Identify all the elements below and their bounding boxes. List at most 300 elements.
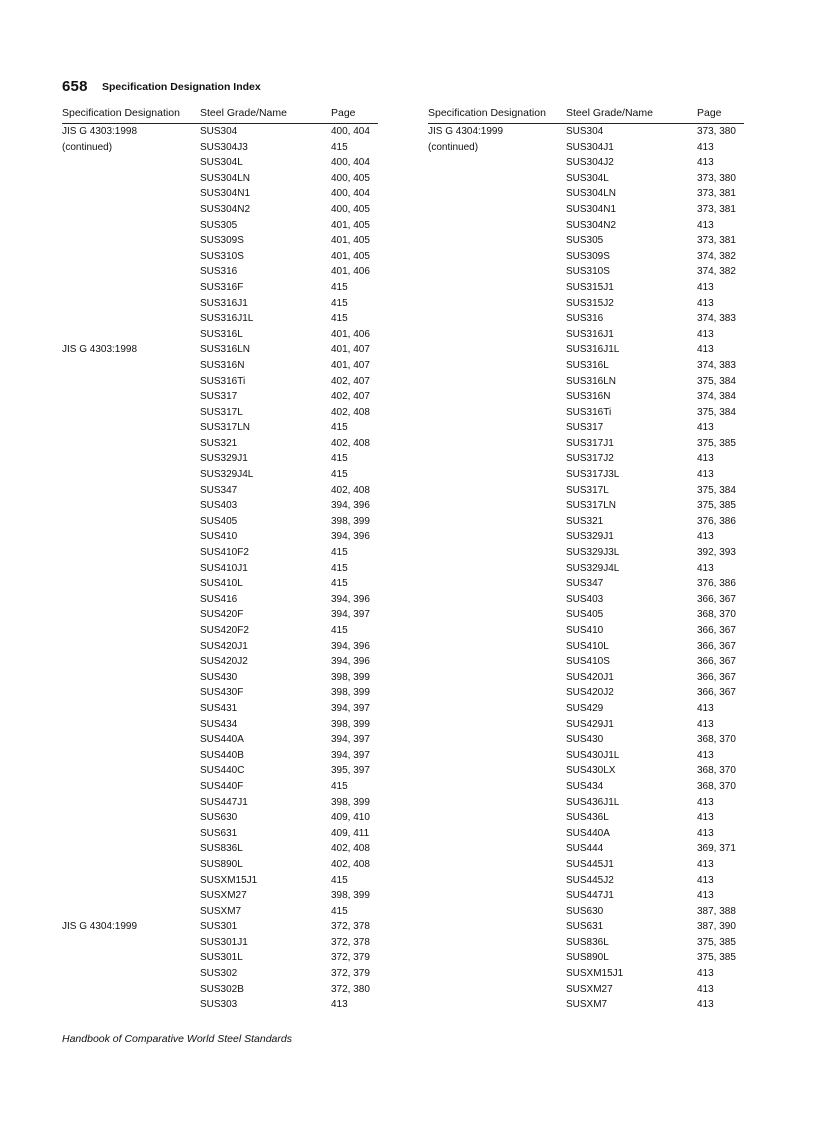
page-cell: 413	[331, 999, 348, 1011]
steel-grade-cell: SUS436L	[566, 812, 609, 824]
steel-grade-cell: SUS316N	[566, 391, 611, 403]
page-cell: 374, 383	[697, 359, 736, 371]
page-cell: 400, 405	[331, 172, 370, 184]
steel-grade-cell: SUS420J2	[200, 656, 248, 668]
steel-grade-cell: SUS316J1	[200, 297, 248, 309]
steel-grade-cell: SUS302	[200, 968, 238, 980]
steel-grade-cell: SUS316F	[200, 281, 244, 293]
table-row	[428, 202, 744, 218]
steel-grade-cell: SUS316LN	[566, 375, 617, 387]
steel-grade-cell: SUS317L	[566, 484, 609, 496]
table-row	[428, 997, 744, 1013]
page-cell: 409, 411	[331, 827, 370, 839]
table-row	[428, 218, 744, 234]
table-row	[428, 701, 744, 717]
page-cell: 401, 407	[331, 359, 370, 371]
steel-grade-cell: SUS301J1	[200, 936, 248, 948]
table-header	[428, 106, 744, 124]
steel-grade-cell: SUS310S	[200, 250, 244, 262]
steel-grade-cell: SUS836L	[566, 936, 609, 948]
spec-designation-cell: (continued)	[428, 141, 479, 153]
steel-grade-cell: SUSXM15J1	[200, 874, 258, 886]
page-cell: 413	[697, 157, 714, 169]
steel-grade-cell: SUS304N1	[566, 203, 617, 215]
steel-grade-cell: SUS410L	[566, 640, 609, 652]
table-row	[428, 311, 744, 327]
page-cell: 415	[331, 905, 348, 917]
page-cell: 374, 384	[697, 391, 736, 403]
steel-grade-cell: SUS405	[200, 515, 238, 527]
page-cell: 402, 408	[331, 858, 370, 870]
table-row	[62, 763, 378, 779]
page-cell: 413	[697, 219, 714, 231]
page-cell: 413	[697, 812, 714, 824]
table-row	[62, 732, 378, 748]
index-table-left	[62, 106, 378, 1013]
page-cell: 415	[331, 469, 348, 481]
page-cell: 413	[697, 281, 714, 293]
table-row	[62, 405, 378, 421]
page-cell: 394, 397	[331, 749, 370, 761]
table-row	[428, 451, 744, 467]
table-row	[428, 171, 744, 187]
table-row	[428, 514, 744, 530]
page-cell: 413	[697, 469, 714, 481]
page-cell: 401, 405	[331, 250, 370, 262]
table-row	[428, 685, 744, 701]
page-cell: 413	[697, 531, 714, 543]
page-cell: 387, 388	[697, 905, 736, 917]
table-row	[62, 483, 378, 499]
steel-grade-cell: SUS302B	[200, 983, 244, 995]
steel-grade-cell: SUS301L	[200, 952, 243, 964]
table-row	[62, 935, 378, 951]
page-cell: 415	[331, 141, 348, 153]
steel-grade-cell: SUS317LN	[566, 500, 617, 512]
page-cell: 398, 399	[331, 718, 370, 730]
page-cell: 413	[697, 858, 714, 870]
table-row	[428, 405, 744, 421]
table-row	[428, 654, 744, 670]
table-row	[62, 498, 378, 514]
page-cell: 369, 371	[697, 843, 736, 855]
table-row	[428, 717, 744, 733]
page-cell: 373, 381	[697, 235, 736, 247]
steel-grade-cell: SUS304N2	[200, 203, 251, 215]
page-cell: 415	[331, 281, 348, 293]
steel-grade-cell: SUS315J1	[566, 281, 614, 293]
page-cell: 375, 385	[697, 437, 736, 449]
table-row	[62, 467, 378, 483]
header-steel-grade: Steel Grade/Name	[566, 107, 653, 119]
steel-grade-cell: SUS410L	[200, 578, 243, 590]
steel-grade-cell: SUS430J1L	[566, 749, 620, 761]
page-cell: 373, 380	[697, 172, 736, 184]
header-page: Page	[331, 107, 356, 119]
steel-grade-cell: SUS630	[566, 905, 604, 917]
steel-grade-cell: SUS440A	[566, 827, 610, 839]
table-row	[62, 966, 378, 982]
steel-grade-cell: SUS316L	[200, 328, 243, 340]
page-cell: 372, 378	[331, 936, 370, 948]
page-cell: 413	[697, 890, 714, 902]
steel-grade-cell: SUSXM15J1	[566, 968, 624, 980]
table-row	[428, 841, 744, 857]
header-spec-designation: Specification Designation	[428, 107, 546, 119]
steel-grade-cell: SUS301	[200, 921, 238, 933]
table-body	[428, 124, 744, 1013]
table-row	[62, 857, 378, 873]
page-cell: 413	[697, 141, 714, 153]
steel-grade-cell: SUS317	[200, 391, 238, 403]
table-row	[62, 545, 378, 561]
table-row	[62, 140, 378, 156]
table-row	[62, 888, 378, 904]
table-row	[62, 950, 378, 966]
page-title: Specification Designation Index	[102, 81, 261, 93]
page-cell: 402, 408	[331, 437, 370, 449]
table-row	[62, 311, 378, 327]
page-cell: 413	[697, 749, 714, 761]
table-row	[62, 919, 378, 935]
page-cell: 394, 397	[331, 609, 370, 621]
page-cell: 394, 396	[331, 593, 370, 605]
table-row	[428, 826, 744, 842]
steel-grade-cell: SUS304	[566, 126, 604, 137]
steel-grade-cell: SUS836L	[200, 843, 243, 855]
table-row	[62, 607, 378, 623]
steel-grade-cell: SUS316	[566, 313, 604, 325]
page-cell: 366, 367	[697, 687, 736, 699]
steel-grade-cell: SUS430	[200, 671, 238, 683]
page-cell: 374, 383	[697, 313, 736, 325]
table-row	[428, 249, 744, 265]
page-cell: 398, 399	[331, 515, 370, 527]
steel-grade-cell: SUS304J1	[566, 141, 614, 153]
steel-grade-cell: SUS440F	[200, 780, 244, 792]
page-cell: 375, 384	[697, 484, 736, 496]
steel-grade-cell: SUS321	[200, 437, 238, 449]
page-cell: 402, 408	[331, 843, 370, 855]
table-row	[428, 904, 744, 920]
table-row	[62, 873, 378, 889]
steel-grade-cell: SUS447J1	[566, 890, 614, 902]
page-cell: 413	[697, 796, 714, 808]
page-cell: 415	[331, 562, 348, 574]
page-cell: 368, 370	[697, 734, 736, 746]
steel-grade-cell: SUS429	[566, 702, 604, 714]
table-row	[62, 342, 378, 358]
steel-grade-cell: SUSXM7	[200, 905, 242, 917]
page-cell: 375, 384	[697, 375, 736, 387]
table-row	[428, 124, 744, 140]
steel-grade-cell: SUS410S	[566, 656, 610, 668]
table-row	[62, 639, 378, 655]
steel-grade-cell: SUS440B	[200, 749, 244, 761]
table-row	[62, 420, 378, 436]
steel-grade-cell: SUS631	[200, 827, 238, 839]
spec-designation-cell: JIS G 4304:1999	[428, 126, 504, 137]
spec-designation-cell: (continued)	[62, 141, 113, 153]
steel-grade-cell: SUS430LX	[566, 765, 616, 777]
table-row	[428, 795, 744, 811]
steel-grade-cell: SUS317L	[200, 406, 243, 418]
table-row	[62, 810, 378, 826]
steel-grade-cell: SUS430F	[200, 687, 244, 699]
header-page: Page	[697, 107, 722, 119]
table-row	[428, 935, 744, 951]
page-cell: 376, 386	[697, 515, 736, 527]
steel-grade-cell: SUS420F2	[200, 625, 249, 636]
table-row	[62, 374, 378, 390]
page-cell: 398, 399	[331, 687, 370, 699]
table-row	[428, 607, 744, 623]
steel-grade-cell: SUS317J2	[566, 453, 614, 465]
table-body	[62, 124, 378, 1013]
steel-grade-cell: SUS316L	[566, 359, 609, 371]
page-cell: 402, 408	[331, 406, 370, 418]
page-cell: 415	[331, 453, 348, 465]
table-row	[428, 358, 744, 374]
table-row	[428, 576, 744, 592]
page-cell: 368, 370	[697, 765, 736, 777]
table-row	[428, 592, 744, 608]
page-cell: 415	[331, 547, 348, 559]
table-row	[62, 171, 378, 187]
page-cell: 372, 379	[331, 952, 370, 964]
steel-grade-cell: SUS304N2	[566, 219, 617, 231]
steel-grade-cell: SUS316N	[200, 359, 245, 371]
page-cell: 368, 370	[697, 780, 736, 792]
steel-grade-cell: SUS416	[200, 593, 238, 605]
steel-grade-cell: SUS329J3L	[566, 547, 620, 559]
page-cell: 415	[331, 297, 348, 309]
table-row	[428, 155, 744, 171]
page-cell: 372, 378	[331, 921, 370, 933]
table-row	[62, 670, 378, 686]
table-row	[428, 919, 744, 935]
steel-grade-cell: SUSXM27	[200, 890, 247, 902]
book-title-footer: Handbook of Comparative World Steel Standards	[62, 1033, 292, 1045]
page-cell: 400, 404	[331, 126, 370, 137]
page-cell: 398, 399	[331, 796, 370, 808]
page-cell: 394, 397	[331, 702, 370, 714]
table-row	[428, 810, 744, 826]
steel-grade-cell: SUS304L	[200, 157, 243, 169]
table-row	[62, 358, 378, 374]
page-cell: 387, 390	[697, 921, 736, 933]
steel-grade-cell: SUS303	[200, 999, 238, 1011]
steel-grade-cell: SUS445J2	[566, 874, 614, 886]
page-cell: 402, 407	[331, 375, 370, 387]
page-cell: 413	[697, 718, 714, 730]
steel-grade-cell: SUS304N1	[200, 188, 251, 200]
table-row	[62, 997, 378, 1013]
steel-grade-cell: SUS305	[566, 235, 604, 247]
page-cell: 372, 379	[331, 968, 370, 980]
table-row	[428, 639, 744, 655]
steel-grade-cell: SUS309S	[200, 235, 244, 247]
page-cell: 395, 397	[331, 765, 370, 777]
spec-designation-cell: JIS G 4303:1998	[62, 344, 138, 356]
steel-grade-cell: SUS317LN	[200, 422, 251, 434]
page-cell: 400, 405	[331, 203, 370, 215]
steel-grade-cell: SUS304LN	[566, 188, 617, 200]
table-row	[428, 857, 744, 873]
table-row	[62, 218, 378, 234]
table-row	[62, 685, 378, 701]
page-cell: 374, 382	[697, 266, 736, 278]
steel-grade-cell: SUS304J3	[200, 141, 248, 153]
page-cell: 415	[331, 874, 348, 886]
page-cell: 413	[697, 562, 714, 574]
table-row	[428, 327, 744, 343]
page-cell: 413	[697, 983, 714, 995]
page-cell: 413	[697, 968, 714, 980]
table-row	[62, 436, 378, 452]
page-cell: 366, 367	[697, 640, 736, 652]
table-row	[428, 342, 744, 358]
page-cell: 394, 397	[331, 734, 370, 746]
page-cell: 398, 399	[331, 890, 370, 902]
table-row	[428, 436, 744, 452]
steel-grade-cell: SUS321	[566, 515, 604, 527]
table-row	[428, 966, 744, 982]
page-cell: 375, 385	[697, 952, 736, 964]
table-row	[428, 467, 744, 483]
page-cell: 413	[697, 999, 714, 1011]
table-row	[428, 670, 744, 686]
table-row	[428, 623, 744, 639]
steel-grade-cell: SUS420J1	[566, 671, 614, 683]
page-cell: 402, 408	[331, 484, 370, 496]
page-cell: 375, 384	[697, 406, 736, 418]
steel-grade-cell: SUS434	[200, 718, 238, 730]
page-cell: 413	[697, 297, 714, 309]
steel-grade-cell: SUS317J1	[566, 437, 614, 449]
steel-grade-cell: SUS410F2	[200, 547, 249, 559]
page-cell: 400, 404	[331, 157, 370, 169]
index-table-right	[428, 106, 744, 1013]
steel-grade-cell: SUS347	[566, 578, 604, 590]
steel-grade-cell: SUS430	[566, 734, 604, 746]
page-cell: 366, 367	[697, 671, 736, 683]
steel-grade-cell: SUS316J1L	[200, 313, 254, 325]
steel-grade-cell: SUS434	[566, 780, 604, 792]
steel-grade-cell: SUS329J4L	[566, 562, 620, 574]
page-cell: 413	[697, 328, 714, 340]
page-cell: 415	[331, 578, 348, 590]
page-cell: 366, 367	[697, 625, 736, 636]
steel-grade-cell: SUS403	[200, 500, 238, 512]
table-row	[62, 280, 378, 296]
table-row	[428, 950, 744, 966]
steel-grade-cell: SUS316LN	[200, 344, 251, 356]
steel-grade-cell: SUS436J1L	[566, 796, 620, 808]
table-row	[428, 296, 744, 312]
table-row	[428, 420, 744, 436]
table-row	[62, 202, 378, 218]
table-row	[62, 233, 378, 249]
steel-grade-cell: SUS304L	[566, 172, 609, 184]
steel-grade-cell: SUSXM7	[566, 999, 608, 1011]
table-row	[428, 529, 744, 545]
page-cell: 401, 406	[331, 266, 370, 278]
page-cell: 394, 396	[331, 640, 370, 652]
steel-grade-cell: SUS347	[200, 484, 238, 496]
table-row	[62, 327, 378, 343]
page-cell: 415	[331, 422, 348, 434]
table-row	[62, 841, 378, 857]
steel-grade-cell: SUS420J1	[200, 640, 248, 652]
table-row	[62, 529, 378, 545]
steel-grade-cell: SUS445J1	[566, 858, 614, 870]
page-cell: 375, 385	[697, 936, 736, 948]
table-row	[62, 249, 378, 265]
page-cell: 415	[331, 313, 348, 325]
table-row	[62, 592, 378, 608]
steel-grade-cell: SUS420F	[200, 609, 244, 621]
steel-grade-cell: SUS305	[200, 219, 238, 231]
table-row	[428, 748, 744, 764]
table-row	[62, 904, 378, 920]
table-row	[62, 576, 378, 592]
table-row	[428, 280, 744, 296]
steel-grade-cell: SUS316J1L	[566, 344, 620, 356]
page-cell: 394, 396	[331, 531, 370, 543]
table-row	[428, 561, 744, 577]
header-spec-designation: Specification Designation	[62, 107, 180, 119]
page-cell: 401, 407	[331, 344, 370, 356]
steel-grade-cell: SUS440A	[200, 734, 244, 746]
page-cell: 402, 407	[331, 391, 370, 403]
steel-grade-cell: SUSXM27	[566, 983, 613, 995]
page-cell: 413	[697, 344, 714, 356]
page-cell: 413	[697, 422, 714, 434]
steel-grade-cell: SUS316Ti	[200, 375, 246, 387]
table-row	[62, 826, 378, 842]
page-cell: 394, 396	[331, 500, 370, 512]
steel-grade-cell: SUS431	[200, 702, 238, 714]
table-row	[62, 451, 378, 467]
steel-grade-cell: SUS310S	[566, 266, 610, 278]
table-row	[428, 233, 744, 249]
steel-grade-cell: SUS890L	[200, 858, 243, 870]
page-cell: 398, 399	[331, 671, 370, 683]
table-row	[428, 545, 744, 561]
page-cell: 415	[331, 780, 348, 792]
table-row	[62, 982, 378, 998]
table-row	[428, 763, 744, 779]
spec-designation-cell: JIS G 4304:1999	[62, 921, 138, 933]
steel-grade-cell: SUS317J3L	[566, 469, 620, 481]
table-row	[62, 264, 378, 280]
table-row	[62, 623, 378, 639]
page-cell: 401, 406	[331, 328, 370, 340]
table-row	[428, 264, 744, 280]
steel-grade-cell: SUS317	[566, 422, 604, 434]
table-row	[62, 561, 378, 577]
table-row	[428, 374, 744, 390]
steel-grade-cell: SUS405	[566, 609, 604, 621]
steel-grade-cell: SUS403	[566, 593, 604, 605]
steel-grade-cell: SUS440C	[200, 765, 245, 777]
table-row	[62, 701, 378, 717]
steel-grade-cell: SUS304	[200, 126, 238, 137]
table-row	[428, 498, 744, 514]
steel-grade-cell: SUS329J4L	[200, 469, 254, 481]
table-row	[62, 717, 378, 733]
